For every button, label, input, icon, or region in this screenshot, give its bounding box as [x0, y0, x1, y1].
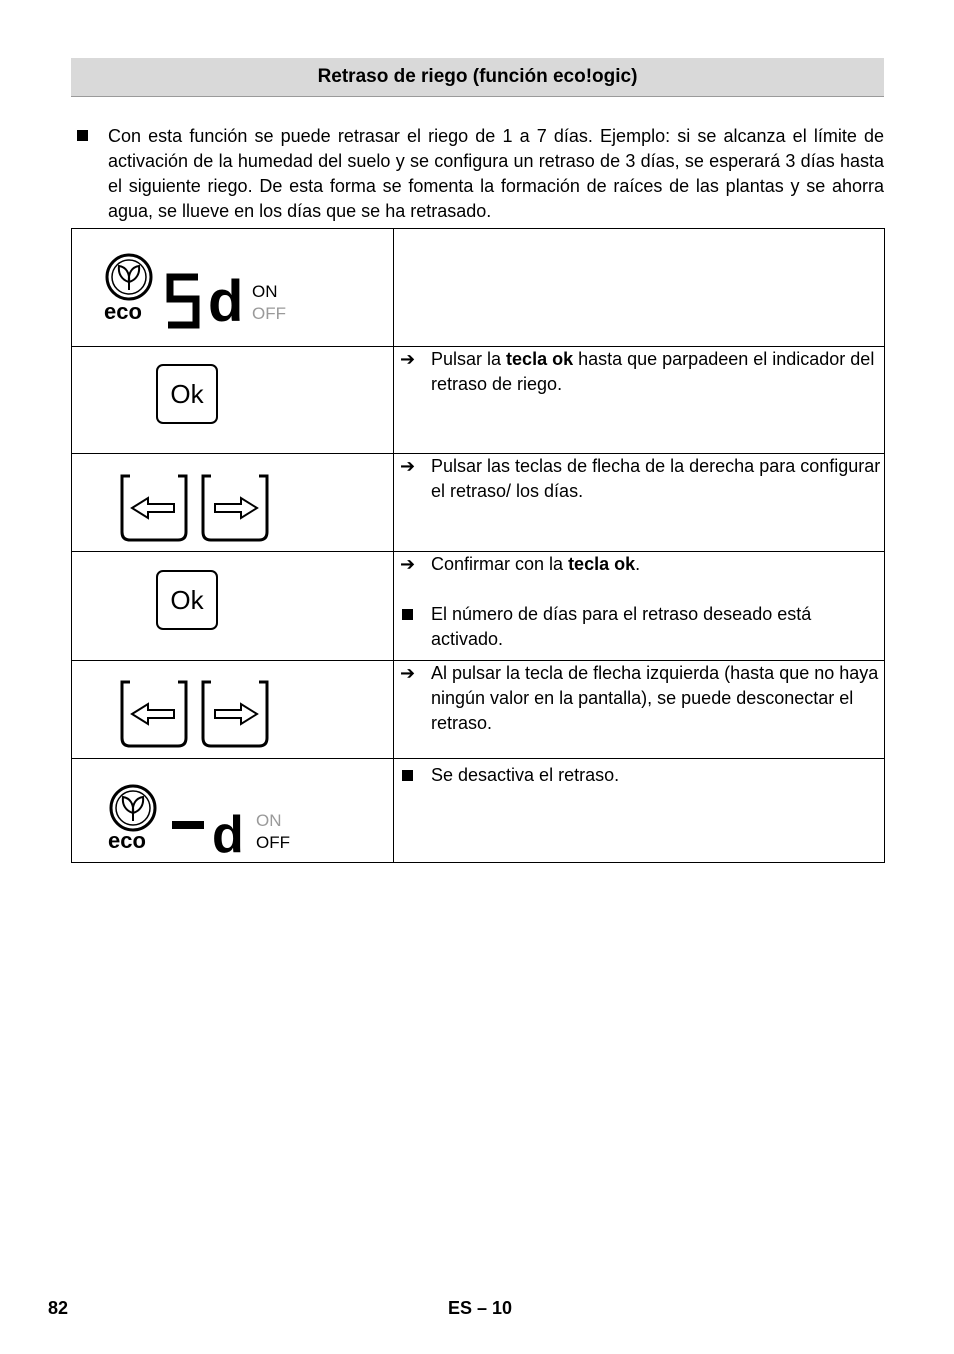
right-arrow-key-icon — [201, 680, 269, 748]
seven-segment-digit-5 — [164, 273, 202, 329]
step-item: ➔ Al pulsar la tecla de flecha izquierda (hasta que no haya ningún valor en la pantalla), se puede desconectar el retraso. — [400, 663, 879, 733]
step-text-6 — [394, 759, 885, 863]
table-row — [72, 661, 885, 759]
on-off-indicator — [252, 281, 286, 325]
table-row — [72, 759, 885, 863]
leaf-icon — [108, 783, 158, 833]
eco-display-off — [72, 759, 394, 863]
section-footer: ES – 10 — [448, 1298, 513, 1318]
section-title: Retraso de riego (función eco!ogic) — [71, 58, 884, 97]
page-number: 82 — [48, 1298, 69, 1318]
table-row — [72, 552, 885, 661]
ok-key-cell — [72, 552, 394, 661]
off-label: OFF — [252, 304, 286, 323]
step-item: ➔ Pulsar la tecla ok hasta que parpadeen el indicador del retraso de riego. — [400, 349, 875, 394]
eco-label: eco — [108, 828, 146, 853]
arrow-keys-cell — [72, 454, 394, 552]
arrow-marker-icon: ➔ — [400, 456, 416, 476]
bullet-square-icon — [402, 609, 413, 620]
right-arrow-key-icon — [201, 474, 269, 542]
step-text-3 — [394, 454, 885, 552]
intro-paragraph — [71, 124, 884, 224]
leaf-icon — [104, 252, 154, 302]
eco-display-5d — [72, 229, 394, 347]
step-text-1 — [394, 229, 885, 347]
step-item: ➔ Pulsar las teclas de flecha de la derecha para configurar el retraso/ los días. — [400, 456, 881, 501]
table-row — [72, 454, 885, 552]
on-label: ON — [252, 282, 278, 301]
bullet-square-icon — [402, 770, 413, 781]
table-row — [72, 229, 885, 347]
step-text-2 — [394, 347, 885, 454]
table-row — [72, 347, 885, 454]
off-label: OFF — [256, 833, 290, 852]
unit-d: d — [212, 806, 244, 864]
left-arrow-key-icon — [120, 680, 188, 748]
arrow-marker-icon: ➔ — [400, 663, 416, 683]
arrow-marker-icon: ➔ — [400, 554, 416, 574]
eco-label: eco — [104, 299, 142, 324]
ok-key-icon: Ok — [156, 364, 218, 424]
left-arrow-key-icon — [120, 474, 188, 542]
ok-key-icon: Ok — [156, 570, 218, 630]
intro-text: Con esta función se puede retrasar el riego de 1 a 7 días. Ejemplo: si se alcanza el límite de activación de la humedad del suelo y se configura un retraso de 3 días, se esperará 3 días hasta el siguiente riego. De esta forma se fomenta la formación de raíces de las plantas y se ahorra agua, se llueve en los días que se ha retrasado. — [108, 126, 884, 221]
on-label: ON — [256, 811, 282, 830]
step-item: ➔ Confirmar con la tecla ok. — [394, 552, 884, 577]
steps-table — [71, 228, 885, 863]
step-text-5 — [394, 661, 885, 759]
unit-d: d — [208, 269, 244, 334]
arrow-marker-icon: ➔ — [400, 349, 416, 369]
on-off-indicator — [256, 810, 290, 854]
dash-segment-icon — [172, 821, 204, 831]
ok-key-cell — [72, 347, 394, 454]
step-text-4 — [394, 552, 885, 661]
arrow-keys-cell — [72, 661, 394, 759]
step-item: Se desactiva el retraso. — [394, 763, 884, 788]
step-item: El número de días para el retraso deseado está activado. — [394, 602, 884, 652]
bullet-square-icon — [77, 130, 88, 141]
